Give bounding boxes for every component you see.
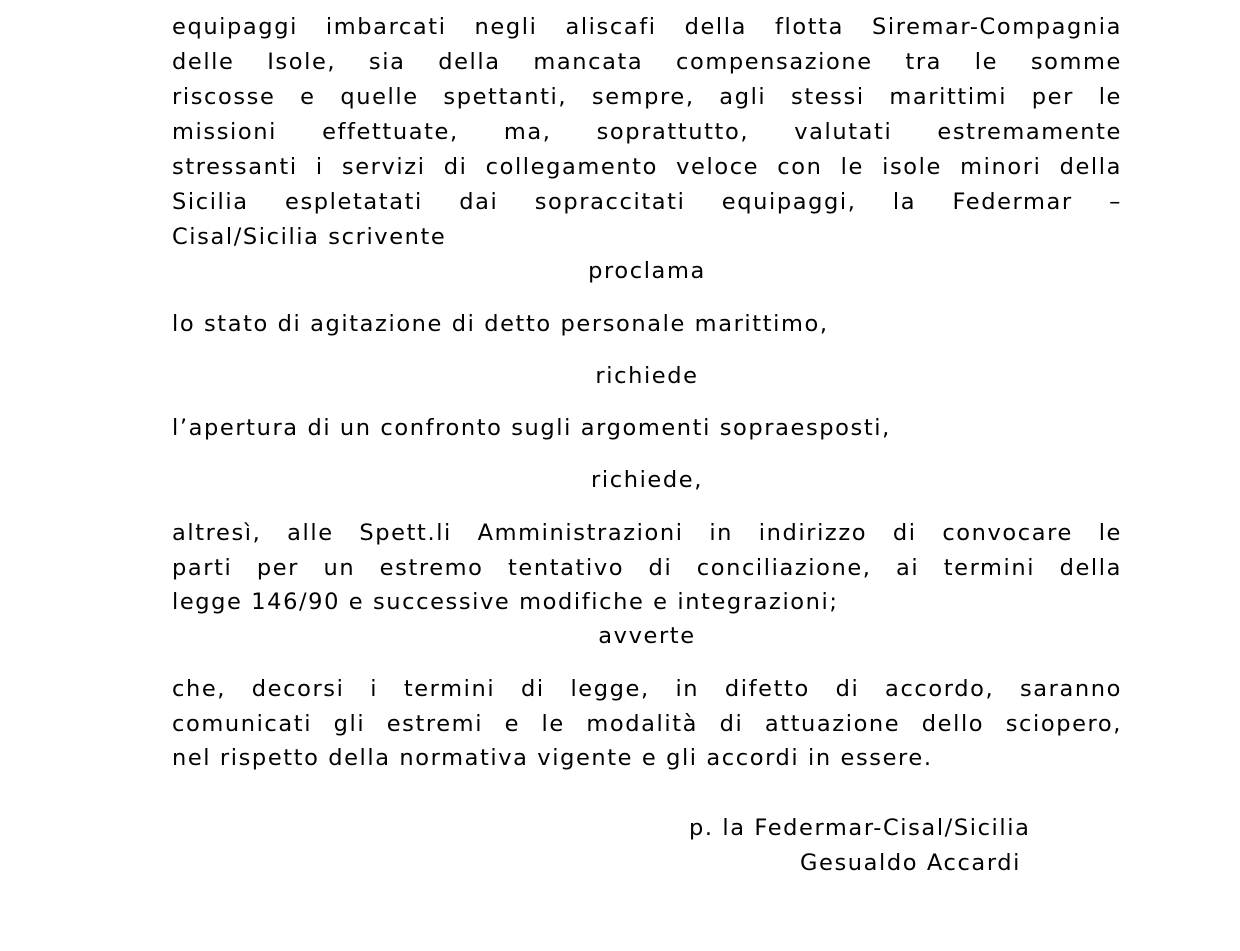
heading-richiede-2: richiede, — [591, 467, 703, 493]
heading-avverte: avverte — [598, 623, 696, 649]
paragraph-2: lo stato di agitazione di detto personale marittimo, — [172, 311, 829, 337]
paragraph-4-line-3: legge 146/90 e successive modifiche e integrazioni; — [172, 589, 839, 615]
paragraph-1-line-4: missioni effettuate, ma, soprattutto, valutati estremamente — [172, 119, 1122, 145]
paragraph-1-line-5: stressanti i servizi di collegamento veloce con le isole minori della — [172, 154, 1122, 180]
paragraph-5-line-3: nel rispetto della normativa vigente e gli accordi in essere. — [172, 745, 933, 771]
paragraph-5-line-2: comunicati gli estremi e le modalità di attuazione dello sciopero, — [172, 711, 1122, 737]
paragraph-5-line-1: che, decorsi i termini di legge, in difetto di accordo, saranno — [172, 676, 1122, 702]
heading-richiede-1: richiede — [595, 363, 699, 389]
paragraph-1-line-2: delle Isole, sia della mancata compensazione tra le somme — [172, 49, 1122, 75]
signature-organization: p. la Federmar-Cisal/Sicilia — [689, 815, 1031, 841]
paragraph-3: l’apertura di un confronto sugli argomenti sopraesposti, — [172, 415, 891, 441]
paragraph-1-line-3: riscosse e quelle spettanti, sempre, agli stessi marittimi per le — [172, 84, 1122, 110]
signature-name: Gesualdo Accardi — [800, 850, 1022, 876]
paragraph-4-line-1: altresì, alle Spett.li Amministrazioni in indirizzo di convocare le — [172, 520, 1122, 546]
heading-proclama: proclama — [588, 258, 706, 284]
paragraph-4-line-2: parti per un estremo tentativo di conciliazione, ai termini della — [172, 555, 1122, 581]
paragraph-1-line-6: Sicilia espletatati dai sopraccitati equipaggi, la Federmar – — [172, 189, 1122, 215]
paragraph-1-line-1: equipaggi imbarcati negli aliscafi della flotta Siremar-Compagnia — [172, 14, 1122, 40]
paragraph-1-line-7: Cisal/Sicilia scrivente — [172, 224, 447, 250]
